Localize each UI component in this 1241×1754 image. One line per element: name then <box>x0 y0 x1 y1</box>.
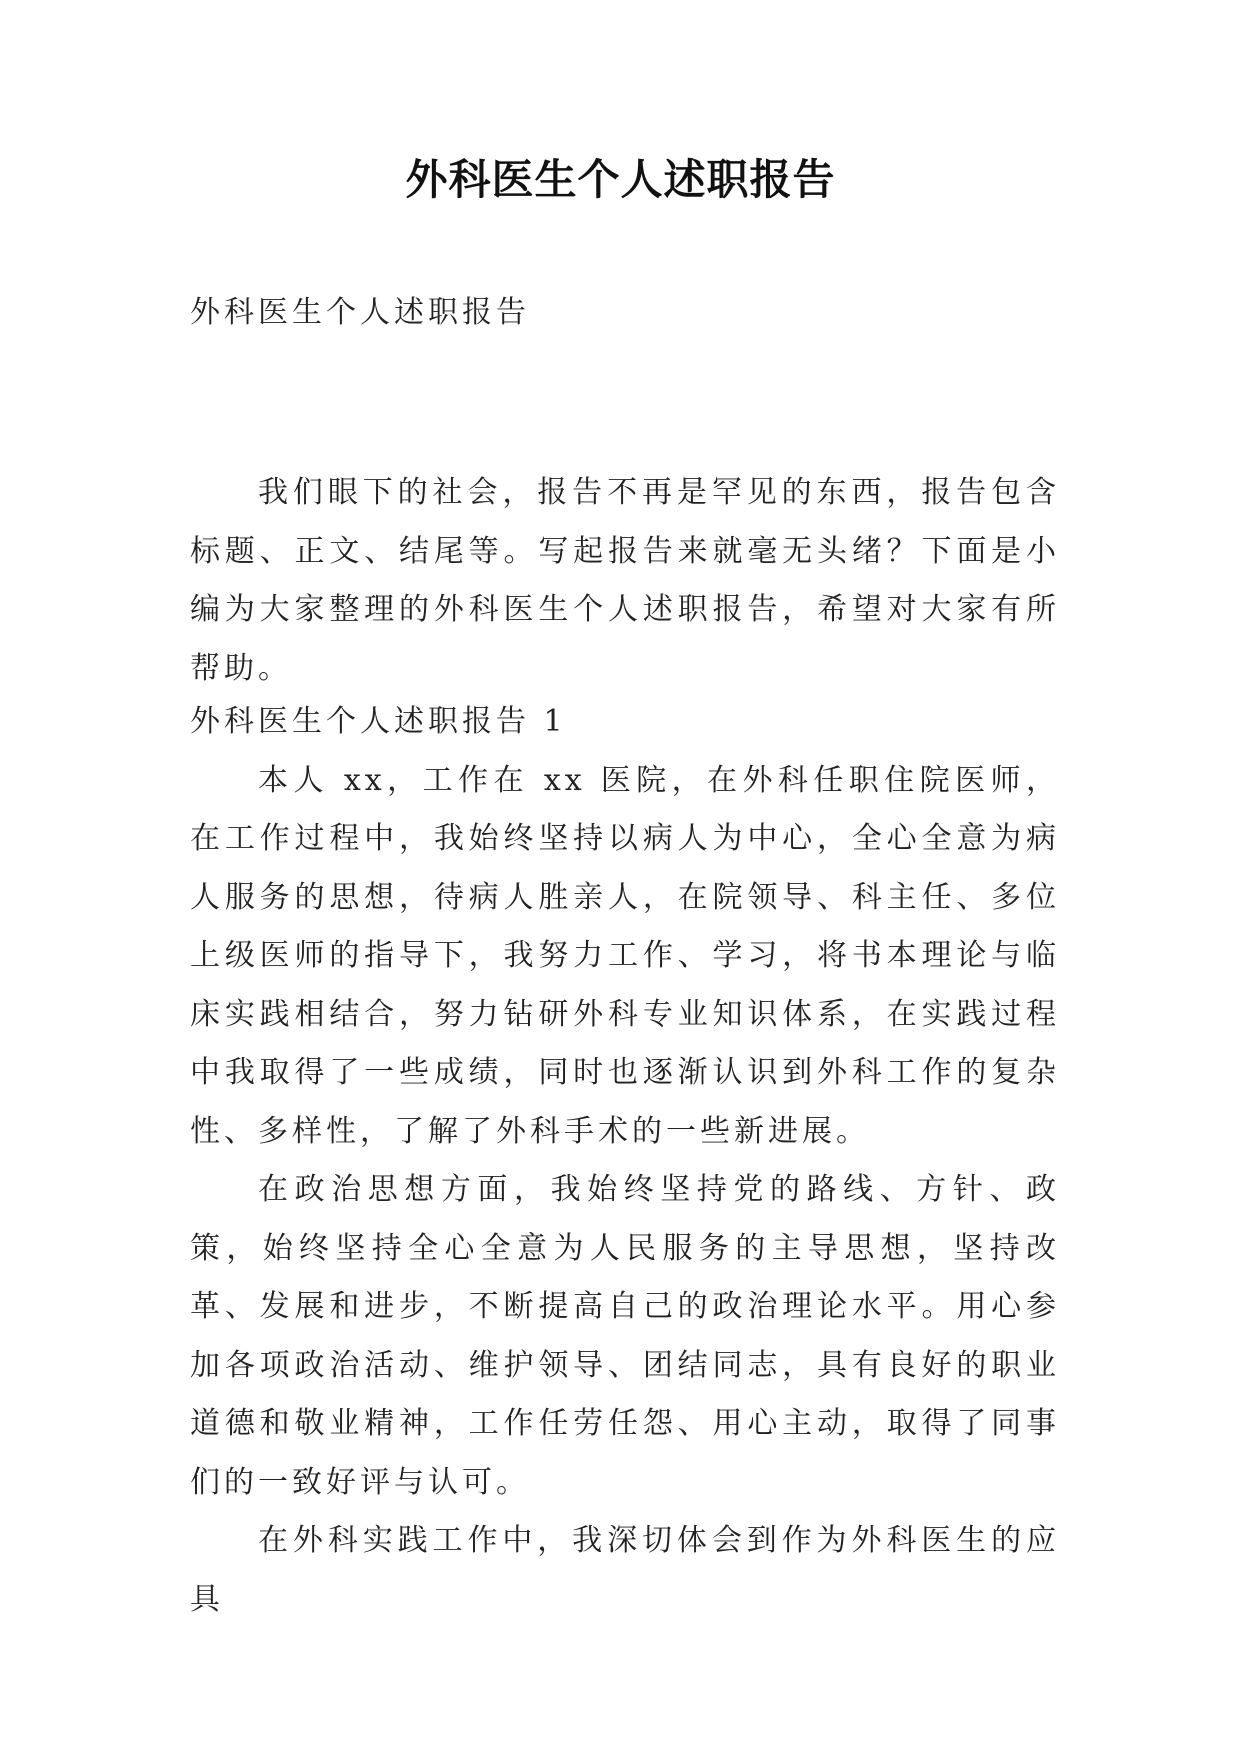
report-section <box>190 693 1060 1629</box>
body-paragraph-1: 本人 xx，工作在 xx 医院，在外科任职住院医师，在工作过程中，我始终坚持以病人为中心，全心全意为病人服务的思想，待病人胜亲人，在院领导、科主任、多位上级医师的指导下，我努力工作、学习，将书本理论与临床实践相结合，努力钻研外科专业知识体系，在实践过程中我取得了一些成绩，同时也逐渐认识到外科工作的复杂性、多样性，了解了外科手术的一些新进展。 <box>190 762 1060 1149</box>
body-paragraph-3: 在外科实践工作中，我深切体会到作为外科医生的应具 <box>190 1523 1060 1617</box>
body-paragraph-2: 在政治思想方面，我始终坚持党的路线、方针、政策，始终坚持全心全意为人民服务的主导思想，坚持改革、发展和进步，不断提高自己的政治理论水平。用心参加各项政治活动、维护领导、团结同志，具有良好的职业道德和敬业精神，工作任劳任怨、用心主动，取得了同事们的一致好评与认可。 <box>190 1172 1060 1500</box>
section-heading: 外科医生个人述职报告 1 <box>190 704 567 739</box>
document-title: 外科医生个人述职报告 <box>405 155 836 204</box>
intro-paragraph: 我们眼下的社会，报告不再是罕见的东西，报告包含标题、正文、结尾等。写起报告来就毫无头绪？下面是小编为大家整理的外科医生个人述职报告，希望对大家有所帮助。 <box>190 475 1060 686</box>
document-subtitle: 外科医生个人述职报告 <box>190 295 530 330</box>
intro-section <box>190 464 1060 698</box>
